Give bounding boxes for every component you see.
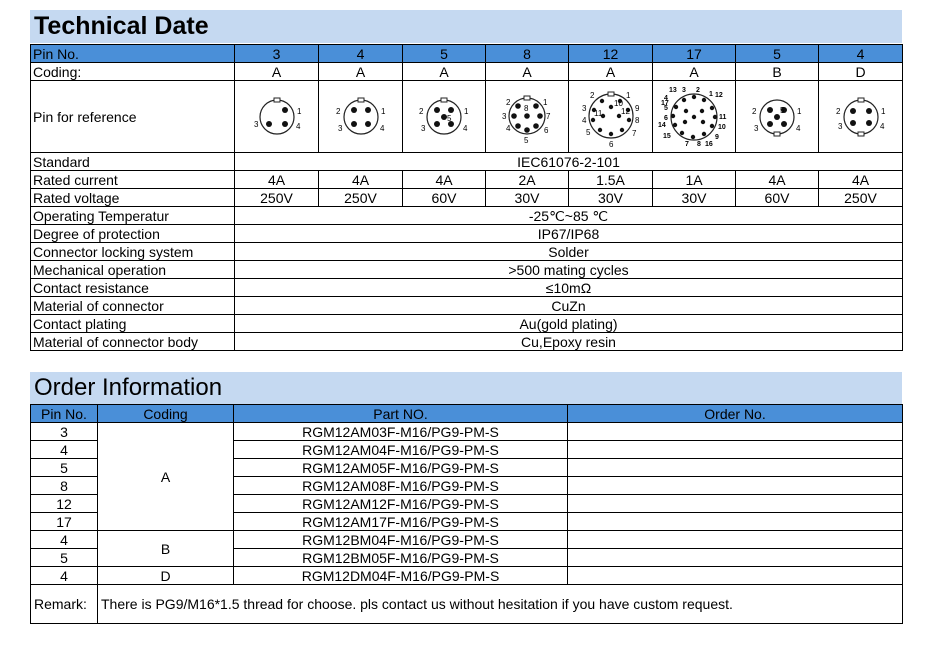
standard-label: Standard <box>31 153 235 171</box>
svg-text:4: 4 <box>879 121 884 131</box>
svg-text:3: 3 <box>754 123 759 133</box>
order-pin: 5 <box>31 549 98 567</box>
voltage-cell: 30V <box>486 189 569 207</box>
svg-text:15: 15 <box>663 132 671 140</box>
pin-diagram-cell <box>235 81 319 153</box>
spec-value: CuZn <box>235 297 903 315</box>
coding-cell: A <box>653 63 736 81</box>
remark-text: There is PG9/M16*1.5 thread for choose. pls contact us without hesitation if you have custom request. <box>98 585 903 624</box>
svg-text:3: 3 <box>837 121 842 131</box>
order-part: RGM12AM08F-M16/PG9-PM-S <box>234 477 568 495</box>
order-row <box>31 567 903 585</box>
svg-text:5: 5 <box>664 104 668 112</box>
order-no-field <box>568 441 903 459</box>
header-part-no: Part NO. <box>234 405 568 423</box>
pin-layout-8a-diagram <box>494 86 560 148</box>
spec-value: -25℃~85 ℃ <box>235 207 903 225</box>
rated-current-row <box>31 171 903 189</box>
svg-text:1: 1 <box>797 106 802 116</box>
order-pin: 4 <box>31 531 98 549</box>
svg-text:1: 1 <box>709 90 713 98</box>
pin-layout-3a-diagram <box>245 87 309 147</box>
svg-text:4: 4 <box>463 123 468 133</box>
spec-value: >500 mating cycles <box>235 261 903 279</box>
pin-diagram-cell <box>486 81 569 153</box>
spec-label: Mechanical operation <box>31 261 235 279</box>
order-header-row <box>31 405 903 423</box>
svg-text:4: 4 <box>379 123 384 133</box>
coding-cell: A <box>569 63 653 81</box>
svg-text:5: 5 <box>524 135 529 145</box>
pin-layout-4a-diagram <box>329 87 393 147</box>
rated-current-label: Rated current <box>31 171 235 189</box>
order-coding: A <box>98 423 234 531</box>
spec-label: Operating Temperatur <box>31 207 235 225</box>
spec-row <box>31 315 903 333</box>
current-cell: 4A <box>235 171 319 189</box>
svg-text:3: 3 <box>421 123 426 133</box>
spec-value: Cu,Epoxy resin <box>235 333 903 351</box>
remark-label: Remark: <box>31 585 98 624</box>
svg-text:11: 11 <box>719 113 727 121</box>
svg-text:8: 8 <box>524 103 529 113</box>
svg-text:5: 5 <box>585 127 590 137</box>
spec-value: Au(gold plating) <box>235 315 903 333</box>
order-title-band <box>30 372 902 404</box>
svg-text:3: 3 <box>502 111 507 121</box>
pin-diagram-cell <box>736 81 819 153</box>
svg-text:9: 9 <box>715 133 719 141</box>
pin-diagram-cell <box>819 81 903 153</box>
svg-text:1: 1 <box>880 106 885 116</box>
pin-diagram-cell <box>319 81 403 153</box>
voltage-cell: 60V <box>403 189 486 207</box>
order-no-field <box>568 567 903 585</box>
svg-text:2: 2 <box>696 86 700 94</box>
coding-cell: A <box>319 63 403 81</box>
svg-text:17: 17 <box>661 99 669 107</box>
voltage-cell: 60V <box>736 189 819 207</box>
order-no-field <box>568 477 903 495</box>
svg-text:6: 6 <box>664 114 668 122</box>
spec-label: Connector locking system <box>31 243 235 261</box>
current-cell: 4A <box>403 171 486 189</box>
current-cell: 1.5A <box>569 171 653 189</box>
svg-text:16: 16 <box>705 140 713 148</box>
standard-value: IEC61076-2-101 <box>235 153 903 171</box>
order-part: RGM12DM04F-M16/PG9-PM-S <box>234 567 568 585</box>
svg-text:3: 3 <box>682 86 686 94</box>
pin-layout-17a-diagram <box>655 84 733 150</box>
order-pin: 4 <box>31 567 98 585</box>
pin-no-row <box>31 45 903 63</box>
current-cell: 4A <box>319 171 403 189</box>
spec-row <box>31 279 903 297</box>
coding-cell: A <box>235 63 319 81</box>
svg-text:2: 2 <box>835 106 840 116</box>
svg-text:10: 10 <box>718 123 726 131</box>
pin-no-cell: 5 <box>736 45 819 63</box>
spec-value: IP67/IP68 <box>235 225 903 243</box>
svg-text:8: 8 <box>697 140 701 148</box>
svg-text:2: 2 <box>589 90 594 100</box>
svg-text:13: 13 <box>669 86 677 94</box>
svg-text:10: 10 <box>613 98 623 108</box>
pin-diagram-cell <box>403 81 486 153</box>
svg-text:3: 3 <box>337 123 342 133</box>
svg-text:5: 5 <box>780 105 785 115</box>
order-no-field <box>568 531 903 549</box>
svg-text:3: 3 <box>253 119 258 129</box>
pin-layout-5b-diagram <box>745 87 809 147</box>
header-pin-no: Pin No. <box>31 405 98 423</box>
voltage-cell: 30V <box>653 189 736 207</box>
spec-label: Degree of protection <box>31 225 235 243</box>
pin-no-cell: 4 <box>819 45 903 63</box>
order-row <box>31 531 903 549</box>
svg-text:4: 4 <box>295 121 300 131</box>
svg-text:12: 12 <box>715 91 723 99</box>
svg-text:1: 1 <box>543 97 548 107</box>
current-cell: 4A <box>819 171 903 189</box>
pin-no-cell: 3 <box>235 45 319 63</box>
order-no-field <box>568 549 903 567</box>
svg-text:12: 12 <box>620 106 630 116</box>
order-pin: 4 <box>31 441 98 459</box>
pin-layout-12a-diagram <box>576 85 646 149</box>
spec-value: ≤10mΩ <box>235 279 903 297</box>
svg-text:4: 4 <box>664 94 668 102</box>
svg-text:4: 4 <box>506 123 511 133</box>
voltage-cell: 30V <box>569 189 653 207</box>
svg-text:7: 7 <box>685 140 689 148</box>
order-no-field <box>568 423 903 441</box>
spec-row <box>31 207 903 225</box>
svg-text:1: 1 <box>380 106 385 116</box>
remark-row <box>31 585 903 624</box>
svg-text:2: 2 <box>419 106 424 116</box>
spec-label: Contact plating <box>31 315 235 333</box>
spec-label: Material of connector body <box>31 333 235 351</box>
order-title: Order Information <box>34 374 223 401</box>
order-no-field <box>568 513 903 531</box>
spec-row <box>31 333 903 351</box>
current-cell: 1A <box>653 171 736 189</box>
coding-cell: B <box>736 63 819 81</box>
pin-no-cell: 17 <box>653 45 736 63</box>
order-pin: 3 <box>31 423 98 441</box>
order-part: RGM12AM17F-M16/PG9-PM-S <box>234 513 568 531</box>
svg-text:3: 3 <box>581 103 586 113</box>
svg-text:8: 8 <box>634 115 639 125</box>
svg-text:9: 9 <box>634 103 639 113</box>
coding-cell: D <box>819 63 903 81</box>
tech-title-band <box>30 10 902 43</box>
order-part: RGM12AM05F-M16/PG9-PM-S <box>234 459 568 477</box>
coding-cell: A <box>486 63 569 81</box>
spec-value: Solder <box>235 243 903 261</box>
pin-no-label: Pin No. <box>31 45 235 63</box>
order-pin: 12 <box>31 495 98 513</box>
order-row <box>31 423 903 441</box>
order-pin: 8 <box>31 477 98 495</box>
order-coding: D <box>98 567 234 585</box>
tech-title: Technical Date <box>34 12 209 40</box>
svg-text:2: 2 <box>335 106 340 116</box>
order-pin: 5 <box>31 459 98 477</box>
voltage-cell: 250V <box>819 189 903 207</box>
order-no-field <box>568 459 903 477</box>
order-part: RGM12AM04F-M16/PG9-PM-S <box>234 441 568 459</box>
spec-label: Material of connector <box>31 297 235 315</box>
svg-text:7: 7 <box>546 111 551 121</box>
svg-text:14: 14 <box>658 121 666 129</box>
order-no-field <box>568 495 903 513</box>
svg-text:7: 7 <box>631 128 636 138</box>
technical-table <box>30 44 903 351</box>
header-order-no: Order No. <box>568 405 903 423</box>
pin-reference-row <box>31 81 903 153</box>
pin-layout-5a-diagram <box>412 87 476 147</box>
order-part: RGM12BM04F-M16/PG9-PM-S <box>234 531 568 549</box>
svg-text:5: 5 <box>447 113 452 123</box>
header-coding: Coding <box>98 405 234 423</box>
standard-row <box>31 153 903 171</box>
order-coding: B <box>98 531 234 567</box>
spec-row <box>31 261 903 279</box>
svg-text:2: 2 <box>752 106 757 116</box>
current-cell: 4A <box>736 171 819 189</box>
order-part: RGM12BM05F-M16/PG9-PM-S <box>234 549 568 567</box>
svg-text:4: 4 <box>581 115 586 125</box>
svg-text:1: 1 <box>296 106 301 116</box>
pin-diagram-cell <box>653 81 736 153</box>
svg-text:6: 6 <box>608 139 613 149</box>
svg-text:11: 11 <box>593 108 602 118</box>
coding-label: Coding: <box>31 63 235 81</box>
pin-no-cell: 12 <box>569 45 653 63</box>
order-table <box>30 404 903 624</box>
rated-voltage-row <box>31 189 903 207</box>
spec-row <box>31 243 903 261</box>
coding-cell: A <box>403 63 486 81</box>
order-pin: 17 <box>31 513 98 531</box>
svg-text:6: 6 <box>544 125 549 135</box>
voltage-cell: 250V <box>235 189 319 207</box>
svg-text:1: 1 <box>625 90 630 100</box>
spec-row <box>31 297 903 315</box>
pin-no-cell: 5 <box>403 45 486 63</box>
spec-row <box>31 225 903 243</box>
pin-no-cell: 4 <box>319 45 403 63</box>
order-part: RGM12AM12F-M16/PG9-PM-S <box>234 495 568 513</box>
pin-diagram-cell <box>569 81 653 153</box>
voltage-cell: 250V <box>319 189 403 207</box>
pin-no-cell: 8 <box>486 45 569 63</box>
svg-text:2: 2 <box>506 97 511 107</box>
order-part: RGM12AM03F-M16/PG9-PM-S <box>234 423 568 441</box>
svg-text:1: 1 <box>464 106 469 116</box>
spec-label: Contact resistance <box>31 279 235 297</box>
pin-layout-4d-diagram <box>829 87 893 147</box>
rated-voltage-label: Rated voltage <box>31 189 235 207</box>
current-cell: 2A <box>486 171 569 189</box>
pin-reference-label: Pin for reference <box>31 81 235 153</box>
svg-text:4: 4 <box>796 123 801 133</box>
coding-row <box>31 63 903 81</box>
